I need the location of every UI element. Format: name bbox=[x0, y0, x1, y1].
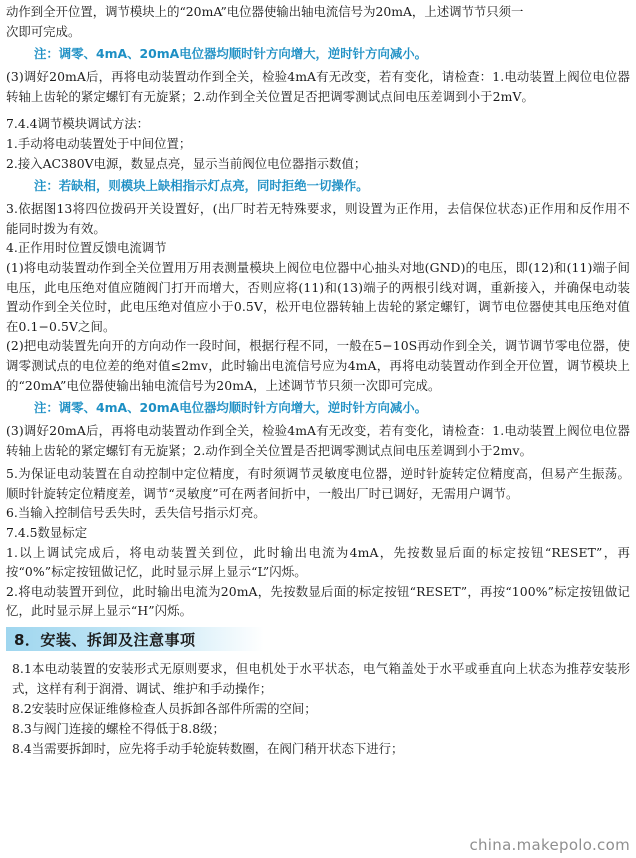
step-5: 5.为保证电动装置在自动控制中定位精度，有时须调节灵敏度电位器，逆时针旋转定位精度高，但易产生振荡。顺时针旋转定位精度差，调节“灵敏度”可在两者间折中，一般出厂时已调好，无需用户调节。 bbox=[6, 466, 630, 501]
paragraph-check-3a: (3)调好20mA后，再将电动装置动作到全关，检验4mA有无改变，若有变化，请检查：1.电动装置上阀位电位器转轴上齿轮的紧定螺钉有无旋紧；2.动作到全关位置足否把调零测试点间电压差调到小于2mV。 bbox=[6, 69, 630, 104]
intro-line-2: 次即可完成。 bbox=[6, 23, 81, 39]
note-zero-adjust: 注：调零、4mA、20mA电位器均顺时针方向增大，逆时针方向减小。 bbox=[34, 46, 428, 62]
step-2: 2.接入AC380V电源，数显点亮，显示当前阀位电位器指示数值； bbox=[6, 155, 367, 171]
heading-7-4-4: 7.4.4调节模块调试方法： bbox=[6, 116, 150, 132]
intro-line-1: 动作到全开位置，调节模块上的“20mA”电位器使输出轴电流信号为20mA，上述调节节只须一 bbox=[6, 4, 524, 19]
note-phase-loss: 注：若缺相，则模块上缺相指示灯点亮，同时拒绝一切操作。 bbox=[34, 178, 369, 194]
watermark-text: china.makepolo.com bbox=[469, 836, 630, 854]
section-8-header bbox=[6, 627, 264, 651]
section-8-title: 8．安装、拆卸及注意事项 bbox=[14, 630, 196, 649]
calibration-2: 2.将电动装置开到位，此时输出电流为20mA，先按数显后面的标定按钮“RESET”，再按“100%”标定按钮做记忆，此时显示屏上显示“H”闪烁。 bbox=[6, 583, 630, 619]
paragraph-check-3b: (3)调好20mA后，再将电动装置动作到全关，检验4mA有无改变，若有变化，请检查：1.电动装置上阀位电位器转轴上齿轮的紧定螺钉有无旋紧；2.动作到全关位置是否把调零测试点间电压差调到小于2mv。 bbox=[6, 423, 630, 458]
note-zero-adjust-repeat: 注：调零、4mA、20mA电位器均顺时针方向增大，逆时针方向减小。 bbox=[34, 400, 428, 416]
step-1: 1.手动将电动装置处于中间位置； bbox=[6, 135, 192, 151]
paragraph-8-1: 8.1本电动装置的安装形式无原则要求，但电机处于水平状态，电气箱盖处于水平或垂直向上状态为推荐安装形式，这样有利于润滑、调试、维护和手动操作； bbox=[12, 661, 630, 697]
step-4-2: (2)把电动装置先向开的方向动作一段时间，根据行程不同，一般在5−10S再动作到全关，调节调节零电位器，使调零测试点的电位差的绝对值≤2mv，此时输出电流信号应为4mA，再将电动装置动作到全开位置，调节模块上的“20mA”电位器使输出轴电流信号为20mA，上述调节节只须一次即可完成。 bbox=[6, 338, 630, 393]
step-6: 6.当输入控制信号丢失时，丢失信号指示灯亮。 bbox=[6, 505, 266, 521]
step-4-1: (1)将电动装置动作到全关位置用万用表测量模块上阀位电位器中心抽头对地(GND)的电压，即(12)和(11)端子间电压，此电压绝对值应随阀门打开而增大，否则应将(11)和(13)端子的两根引线对调，重新接入，并确保电动装置动作到全关位时，此电压绝对值应小于0.5V，松开电位器转轴上齿轮的紧定螺钉，调节电位器使其电压绝对值在0.1−0.5V之间。 bbox=[6, 259, 630, 334]
heading-7-4-5: 7.4.5数显标定 bbox=[6, 525, 88, 541]
calibration-1: 1.以上调试完成后，将电动装置关到位，此时输出电流为4mA，先按数显后面的标定按钮“RESET”，再按“0%”标定按钮做记忆，此时显示屏上显示“L”闪烁。 bbox=[6, 544, 630, 580]
paragraph-8-3: 8.3与阀门连接的螺栓不得低于8.8级； bbox=[12, 721, 225, 737]
step-3: 3.依据图13将四位拨码开关设置好，(出厂时若无特殊要求，则设置为正作用，去信保位状态)正作用和反作用不能同时拨为有效。 bbox=[6, 201, 630, 236]
paragraph-8-2: 8.2安装时应保证维修检查人员拆卸各部件所需的空间； bbox=[12, 701, 317, 717]
paragraph-8-4: 8.4当需要拆卸时，应先将手动手轮旋转数圈，在阀门稍开状态下进行； bbox=[12, 741, 404, 757]
step-4: 4.正作用时位置反馈电流调节 bbox=[6, 240, 167, 256]
